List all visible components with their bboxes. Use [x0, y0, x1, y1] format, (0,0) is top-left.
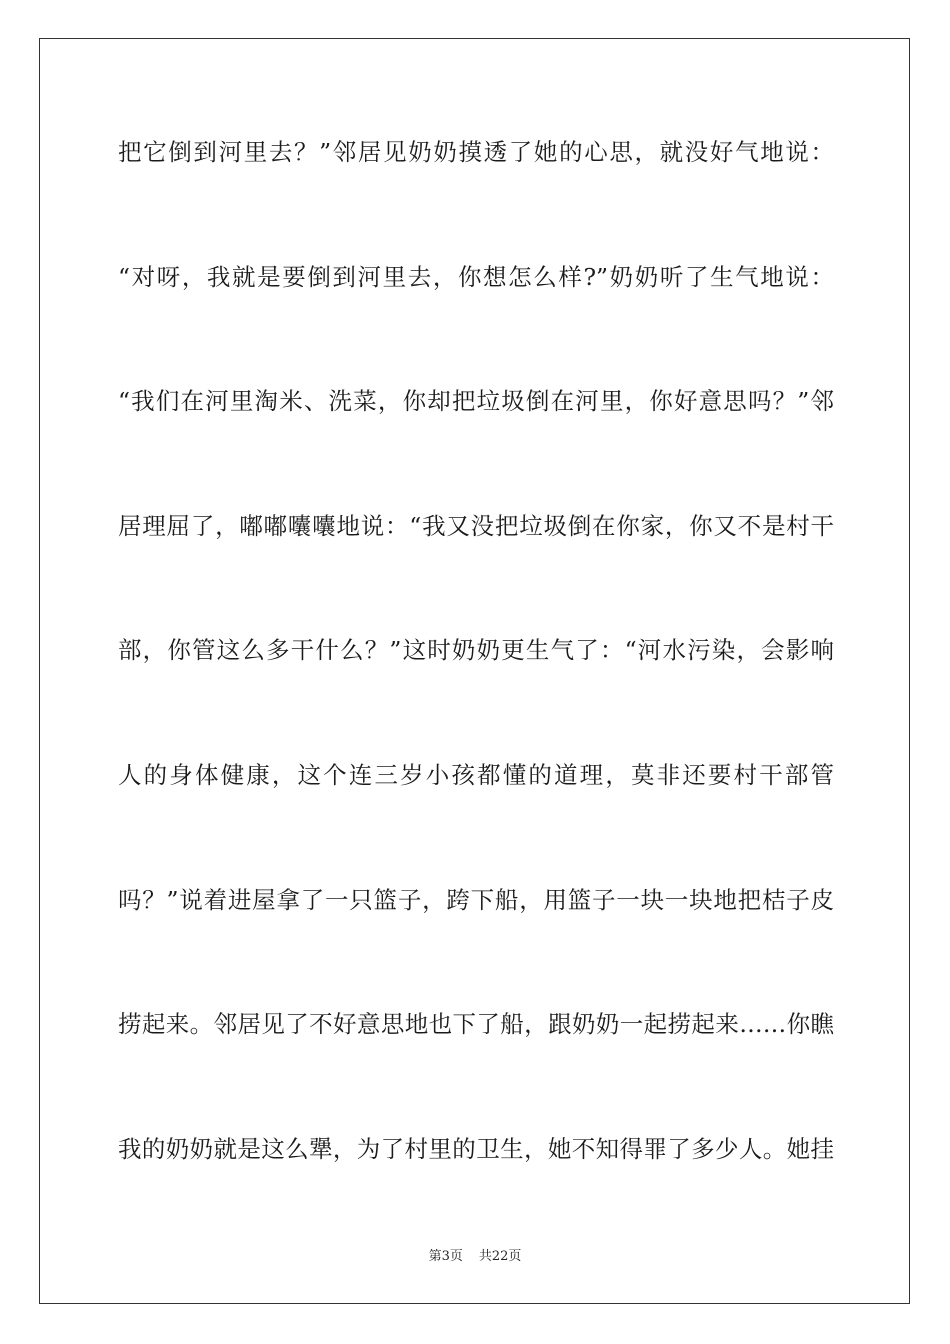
- text-line: “我们在河里淘米、洗菜，你却把垃圾倒在河里，你好意思吗？”邻: [118, 387, 834, 416]
- body-text: [118, 132, 834, 1253]
- text-line: 吗？”说着进屋拿了一只篮子，跨下船，用篮子一块一块地把桔子皮: [118, 885, 834, 914]
- text-line: 部，你管这么多干什么？”这时奶奶更生气了：“河水污染，会影响: [118, 636, 834, 665]
- page-number: 第3页: [428, 1249, 463, 1264]
- text-line: “对呀，我就是要倒到河里去，你想怎么样?”奶奶听了生气地说：: [118, 262, 834, 291]
- text-line: 我的奶奶就是这么犟，为了村里的卫生，她不知得罪了多少人。她挂: [118, 1134, 834, 1163]
- text-line: 捞起来。邻居见了不好意思地也下了船，跟奶奶一起捞起来……你瞧: [118, 1010, 834, 1039]
- text-line: 人的身体健康，这个连三岁小孩都懂的道理，莫非还要村干部管: [118, 760, 834, 789]
- text-line: 把它倒到河里去？”邻居见奶奶摸透了她的心思，就没好气地说：: [118, 138, 834, 166]
- page-total: 共22页: [478, 1249, 522, 1264]
- text-line: 居理屈了，嘟嘟囔囔地说：“我又没把垃圾倒在你家，你又不是村干: [118, 511, 834, 540]
- page-footer: [0, 1247, 950, 1267]
